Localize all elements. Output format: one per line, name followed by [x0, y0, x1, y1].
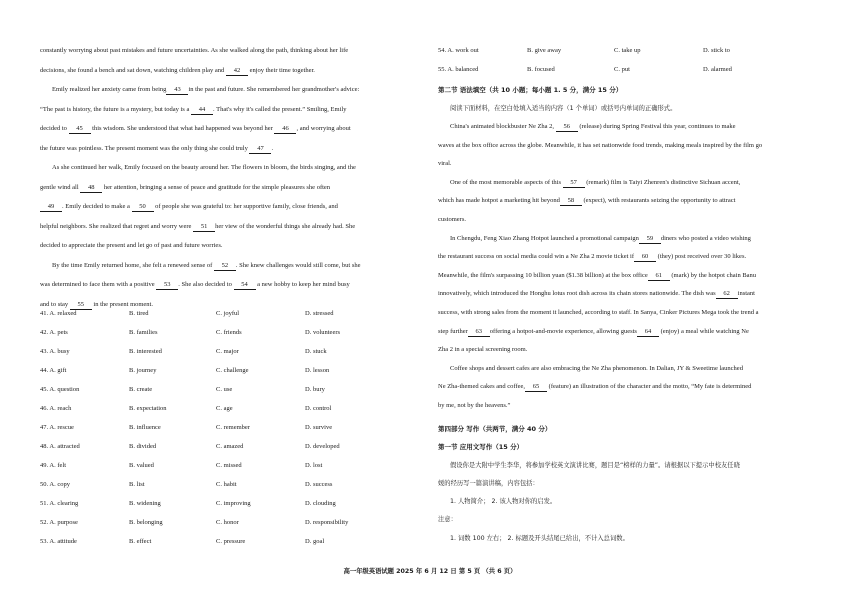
option-d: D. responsibility	[305, 519, 349, 526]
text-segment: , and worrying about	[296, 125, 351, 132]
option-a: 45. A. question	[40, 386, 80, 393]
option-row	[40, 366, 423, 375]
option-c: C. habit	[216, 481, 237, 488]
text-segment: Emily realized her anxiety came from being	[52, 86, 167, 93]
text-line	[438, 252, 746, 262]
option-d: D. volunteers	[305, 329, 341, 336]
text-line	[438, 327, 749, 337]
text-segment: which has made hotpot a marketing hit beyond	[438, 197, 560, 205]
option-row	[40, 347, 423, 356]
text-segment: gentle wind all	[40, 183, 81, 191]
text-line	[40, 202, 338, 212]
text-segment: One of the most memorable aspects of this	[450, 178, 563, 186]
text-segment: (expect), with restaurants seizing the opportunity to attract	[581, 197, 736, 205]
option-a: 42. A. pets	[40, 329, 68, 336]
option-a: 54. A. work out	[438, 47, 479, 54]
option-c: C. joyful	[216, 310, 240, 317]
option-row	[438, 65, 821, 74]
text-segment: a new hobby to keep her mind busy	[255, 281, 350, 288]
text-segment: . She knew challenges would still come, but she	[235, 261, 361, 269]
notes-label: 注意：	[438, 516, 457, 523]
text-segment: diners who posted a video wishing	[660, 234, 751, 242]
option-c: C. use	[216, 386, 233, 393]
text-segment: her view of the wonderful things she already had. She	[215, 222, 356, 230]
option-row	[40, 404, 423, 413]
answer-blank: 63	[468, 327, 490, 337]
answer-blank: 53	[156, 280, 178, 290]
text-segment: . Emily decided to make a	[62, 203, 132, 210]
answer-blank: 47	[249, 144, 271, 154]
text-segment: the future was pointless. The present moment was the only thing she could truly	[40, 144, 250, 152]
option-row	[40, 385, 423, 394]
text-segment: decided to	[40, 125, 69, 132]
answer-blank: 61	[648, 271, 670, 281]
text-line	[438, 196, 735, 206]
option-b: B. journey	[129, 367, 157, 374]
text-line: success, with strong sales from the moment it launched, according to staff. In Sanya, Cinker Pictures Mega took the trend a	[438, 309, 759, 316]
answer-blank: 56	[556, 122, 578, 132]
text-line	[438, 289, 755, 299]
option-d: D. lost	[305, 462, 323, 469]
text-segment: enjoy their time together.	[247, 66, 315, 74]
answer-blank: 60	[634, 252, 656, 262]
option-a: 43. A. busy	[40, 348, 70, 355]
option-row	[40, 461, 423, 470]
option-b: B. tired	[129, 310, 149, 317]
option-c: C. challenge	[216, 367, 249, 374]
text-line	[52, 261, 360, 271]
answer-blank: 58	[560, 196, 582, 206]
text-segment: the restaurant success on social media could win a Ne Zha 2 movie ticket if	[438, 253, 635, 261]
text-line	[438, 271, 756, 281]
text-line	[40, 66, 315, 76]
option-d: D. stick to	[703, 47, 730, 54]
option-d: D. control	[305, 405, 332, 412]
text-line	[450, 234, 751, 244]
answer-blank: 44	[191, 105, 213, 115]
answer-blank: 43	[166, 85, 188, 95]
text-line: constantly worrying about past mistakes and future uncertainties. As she walked along the path, thinking about her life	[40, 47, 349, 54]
option-a: 51. A. clearing	[40, 500, 79, 507]
text-segment: . She also decided to	[178, 281, 234, 288]
section-heading: 第一节 应用文写作（15 分）	[438, 443, 524, 451]
text-line	[40, 280, 350, 290]
option-a: 41. A. relaxed	[40, 310, 77, 317]
option-c: C. pressure	[216, 538, 246, 545]
text-segment: and to stay	[40, 300, 70, 308]
text-segment: “The past is history, the future is a mystery, but today is a	[40, 105, 191, 113]
option-d: D. survive	[305, 424, 333, 431]
answer-blank: 55	[70, 300, 92, 310]
option-b: B. widening	[129, 500, 161, 507]
text-segment: of people she was grateful to: her supportive family, close friends, and	[153, 203, 338, 210]
text-line	[40, 183, 330, 193]
answer-blank: 48	[80, 183, 102, 193]
notes: 1. 词数 100 左右； 2. 标题及开头结尾已给出，不计入总词数。	[450, 535, 629, 542]
text-line	[40, 300, 153, 310]
option-b: B. families	[129, 329, 158, 336]
option-d: D. success	[305, 481, 333, 488]
text-segment: . That's why it's called the present.” Smiling, Emily	[212, 105, 347, 113]
answer-blank: 52	[214, 261, 236, 271]
answer-blank: 49	[40, 202, 62, 212]
option-row	[40, 442, 423, 451]
option-b: B. divided	[129, 443, 157, 450]
option-a: 48. A. attracted	[40, 443, 80, 450]
option-c: C. improving	[216, 500, 251, 507]
text-segment: (mark) by the hotpot chain Banu	[669, 271, 757, 279]
answer-blank: 54	[234, 280, 256, 290]
option-d: D. stressed	[305, 310, 334, 317]
text-segment: offering a hotpot-and-movie experience, allowing guests	[489, 327, 637, 335]
answer-blank: 57	[563, 178, 585, 188]
option-b: B. interested	[129, 348, 162, 355]
option-c: C. missed	[216, 462, 242, 469]
text-segment: in the past and future. She remembered her grandmother's advice:	[188, 86, 360, 93]
text-segment: instant	[737, 290, 755, 298]
text-line	[52, 85, 359, 95]
option-b: B. give away	[527, 47, 562, 54]
option-b: B. effect	[129, 538, 152, 545]
writing-prompt: 媛的经历写一篇演讲稿，内容包括：	[438, 480, 539, 487]
text-line	[40, 144, 273, 154]
text-line: As she continued her walk, Emily focused on the beauty around her. The flowers in bloom, the birds singing, and the	[52, 164, 356, 171]
option-row	[40, 499, 423, 508]
option-c: C. amazed	[216, 443, 244, 450]
option-d: D. bury	[305, 386, 325, 393]
option-row	[40, 480, 423, 489]
option-row	[40, 328, 423, 337]
answer-blank: 64	[637, 327, 659, 337]
text-line	[40, 124, 351, 134]
text-line: viral.	[438, 160, 452, 168]
option-c: C. put	[614, 66, 630, 73]
text-segment: her attention, bringing a sense of peace and gratitude for the simple pleasures she often	[102, 183, 331, 191]
text-segment: decisions, she found a bench and sat down, watching children play and	[40, 66, 226, 74]
text-line	[40, 105, 346, 115]
text-segment: Ne Zha-themed cakes and coffee,	[438, 383, 526, 391]
text-line: Coffee shops and dessert cafes are also embracing the Ne Zha phenomenon. In Dalian, JY & Sweetime launched	[450, 364, 743, 372]
text-line	[450, 178, 740, 188]
text-segment: in the present moment.	[91, 300, 153, 308]
option-a: 55. A. balanced	[438, 66, 479, 73]
text-segment: this wisdom. She understood that what had happened was beyond her	[90, 125, 275, 132]
option-c: C. friends	[216, 329, 242, 336]
option-c: C. major	[216, 348, 239, 355]
text-segment: (remark) film is Taiyi Zhenren's distinctive Sichuan accent,	[584, 178, 741, 186]
answer-blank: 51	[193, 222, 215, 232]
option-row	[40, 423, 423, 432]
text-line: customers.	[438, 216, 466, 223]
writing-prompt: 假设你是大附中学生李华，将参加学校英文演讲比赛，题目是“榜样的力量”。请根据以下提示中校友任晓	[450, 462, 740, 469]
option-a: 53. A. attitude	[40, 538, 77, 545]
option-row	[40, 537, 423, 546]
option-a: 47. A. rescue	[40, 424, 74, 431]
option-row	[438, 46, 821, 55]
option-a: 50. A. copy	[40, 481, 70, 488]
answer-blank: 45	[69, 124, 91, 134]
option-d: D. lesson	[305, 367, 330, 374]
section-instruction: 阅读下面材料，在空白处填入适当的内容（1 个单词）或括号内单词的正确形式。	[450, 105, 677, 112]
option-d: D. stuck	[305, 348, 327, 355]
part-heading: 第四部分 写作（共两节，满分 40 分）	[438, 425, 552, 433]
answer-blank: 50	[132, 202, 154, 212]
text-segment: was determined to face them with a positive	[40, 281, 157, 288]
answer-blank: 46	[274, 124, 296, 134]
option-b: B. influence	[129, 424, 161, 431]
option-a: 49. A. felt	[40, 462, 66, 469]
section-heading: 第二节 语法填空（共 10 小题；每小题 1. 5 分，满分 15 分）	[438, 86, 623, 94]
option-a: 44. A. gift	[40, 367, 67, 374]
answer-blank: 59	[639, 234, 661, 244]
text-segment: China's animated blockbuster Ne Zha 2,	[450, 123, 556, 130]
option-c: C. honor	[216, 519, 239, 526]
text-segment: step further	[438, 327, 468, 335]
text-segment: (they) post received over 30 likes.	[656, 253, 747, 261]
option-d: D. developed	[305, 443, 340, 450]
answer-blank: 62	[716, 289, 738, 299]
option-c: C. remember	[216, 424, 250, 431]
option-d: D. goal	[305, 538, 325, 545]
text-segment: innovatively, which introduced the Honghu lotus root dish across its chain stores nationwide. The dish was	[438, 290, 716, 298]
text-segment: (release) during Spring Festival this year, continues to make	[577, 123, 736, 130]
text-segment: (enjoy) a meal while watching Ne	[658, 327, 749, 335]
answer-blank: 42	[226, 66, 248, 76]
option-b: B. create	[129, 386, 153, 393]
text-segment: (feature) an illustration of the character and the motto, “My fate is determined	[547, 383, 752, 391]
option-row	[40, 518, 423, 527]
text-line	[450, 122, 736, 132]
text-line: Zha 2 in a special screening room.	[438, 346, 528, 354]
option-a: 46. A. reach	[40, 405, 72, 412]
text-line	[40, 222, 355, 232]
option-d: D. clouding	[305, 500, 336, 507]
text-segment: In Chengdu, Feng Xiao Zhang Hotpot launched a promotional campaign	[450, 234, 639, 242]
text-line: waves at the box office across the globe. Meanwhile, it has set nationwide food trends, making meals inspired by the film go	[438, 141, 763, 149]
text-line	[438, 382, 751, 392]
content-points: 1. 人物简介； 2. 该人物对你的启发。	[450, 498, 557, 505]
text-line: decided to appreciate the present and let go of past and future worries.	[40, 242, 223, 249]
text-segment: helpful neighbors. She realized that regret and worry were	[40, 222, 194, 230]
text-line: by me, not by the heavens.”	[438, 402, 511, 409]
option-b: B. expectation	[129, 405, 167, 412]
option-c: C. take up	[614, 47, 641, 54]
text-segment: By the time Emily returned home, she felt a renewed sense of	[52, 261, 214, 269]
option-b: B. focused	[527, 66, 555, 73]
option-row	[40, 309, 423, 318]
option-b: B. belonging	[129, 519, 163, 526]
option-d: D. alarmed	[703, 66, 732, 73]
text-segment: Meanwhile, the film's surpassing 10 billion yuan ($1.38 billion) at the box office	[438, 271, 648, 279]
option-c: C. age	[216, 405, 233, 412]
option-a: 52. A. purpose	[40, 519, 78, 526]
text-segment: .	[271, 144, 274, 152]
option-b: B. list	[129, 481, 145, 488]
option-b: B. valued	[129, 462, 154, 469]
answer-blank: 65	[525, 382, 547, 392]
page-footer: 高一年级英语试题 2025 年 6 月 12 日 第 5 页 （共 6 页）	[343, 568, 517, 575]
